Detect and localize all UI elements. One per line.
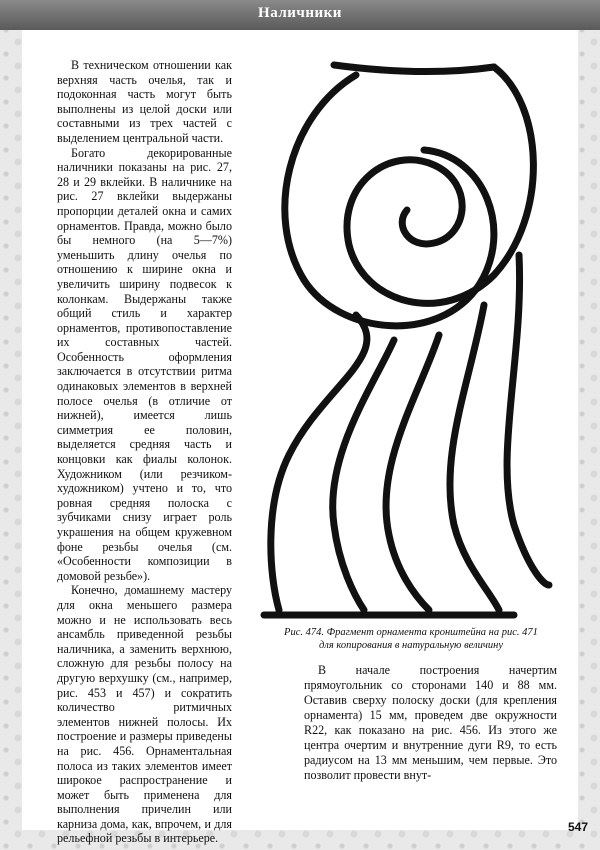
strand-2 xyxy=(386,335,439,610)
right-column xyxy=(304,663,557,783)
caption-label: Рис. 474. xyxy=(284,627,324,638)
left-column xyxy=(57,58,232,846)
paragraph: Богато декорированные наличники показаны на рис. 27, 28 и 29 вклейки. В наличнике на рис. 27 вклейки выдержаны пропорции деталей окна и самих орнаментов. Правда, можно было бы немного (на 5—7%) уменьшить длину очелья по отношению к ширине окна и увеличить ширину подвесок к колонкам. Выдержаны также общий стиль и характер орнаментов, противопоставление их составных частей. Особенность оформления заключается в отсутствии ритма одинаковых элементов в верхней полосе очелья (в отличие от нижней), имеется лишь симметрия ее половин, выделяется средняя часть и концовки как фиалы колонок. Художником (или резчиком-художником) учтено и то, что ровная средняя полоска с зубчиками снизу играет роль украшения на общем кружевном фоне резьбы очелья (см. «Особенности композиции в домовой резьбе»). xyxy=(57,145,232,583)
paragraph: В начале построения начертим прямоугольник со сторонами 140 и 88 мм. Оставив сверху полоску доски (для крепления орнамента) 15 мм, проведем две окружности R22, как показано на рис. 456. Из этого же центра очертим и внутренние дуги R9, то есть радиусом на 13 мм меньшим, чем первые. Это позволит провести внут- xyxy=(304,663,557,782)
running-header xyxy=(0,0,600,30)
top-strip xyxy=(334,65,494,72)
strand-4 xyxy=(507,255,549,585)
strand-3 xyxy=(450,305,499,610)
header-title: Наличники xyxy=(258,5,342,21)
paragraph: Конечно, домашнему мастеру для окна меньшего размера можно и не использовать весь ансамбль приведенной резьбы наличника, а заменить верхнюю, сложную для резьбы полосу на другую верхушку (см., например, рис. 453 и 457) и сократить количество ритмичных элементов нижней полосы. Их построение и размеры приведены на рис. 456. Орнаментальная полоса из таких элементов имеет широкое распространение и может быть применена для выполнения причелин или карниза дома, как, впрочем, и для рельефной резьбы в интерьере. xyxy=(57,583,232,846)
ornament-figure xyxy=(244,55,566,625)
caption-text: Фрагмент орнамента кронштейна на рис. 471 для копирования в натуральную величину xyxy=(318,627,538,651)
paragraph: В техническом отношении как верхняя часть очелья, так и подоконная часть могут быть выполнены из целой доски или составными из трех частей с выделением центральной части. xyxy=(57,58,232,145)
page-number: 547 xyxy=(568,820,589,834)
body-left xyxy=(271,315,367,610)
figure-caption xyxy=(276,626,546,652)
scroll-outer xyxy=(347,67,533,303)
